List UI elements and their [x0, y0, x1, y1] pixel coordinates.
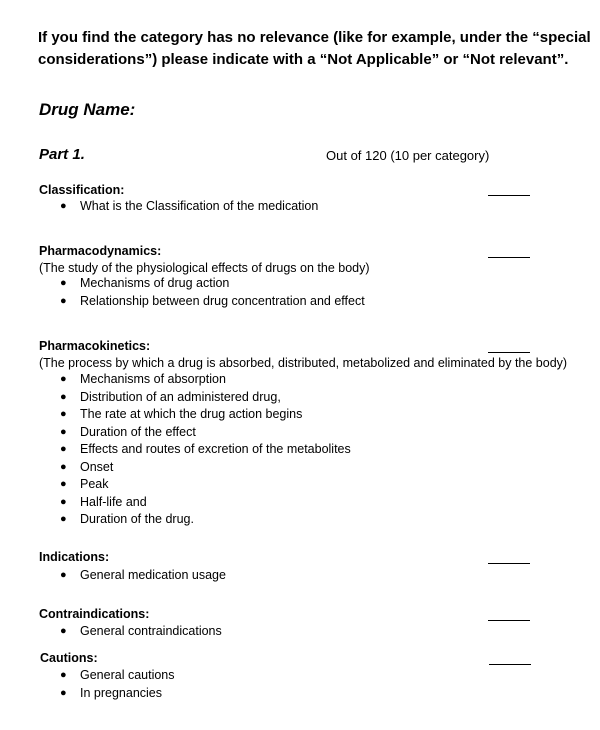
pharmacokinetics-subtitle: (The process by which a drug is absorbed, distributed, metabolized and eliminated by the body): [39, 356, 568, 370]
indications-score-blank[interactable]: [488, 563, 530, 564]
list-item: ● The rate at which the drug action begins: [60, 406, 351, 424]
bullet-icon: ●: [60, 373, 67, 385]
list-item: ● In pregnancies: [60, 685, 175, 703]
bullet-icon: ●: [60, 200, 67, 212]
bullet-icon: ●: [60, 408, 67, 420]
bullet-icon: ●: [60, 425, 67, 438]
intro-instruction: [38, 27, 591, 71]
list-item: ● Duration of the effect: [60, 424, 351, 442]
cautions-list: [60, 667, 175, 702]
intro-line-2: considerations”) please indicate with a “Not Applicable” or “Not relevant”.: [38, 51, 569, 68]
list-item: ● Peak: [60, 476, 351, 494]
classification-list: [60, 198, 318, 216]
contraindications-score-blank[interactable]: [488, 620, 530, 621]
bullet-icon: ●: [60, 460, 67, 473]
list-item: ● General cautions: [60, 667, 175, 685]
bullet-icon: ●: [60, 443, 67, 455]
cautions-score-blank[interactable]: [489, 664, 531, 665]
bullet-icon: ●: [60, 513, 67, 525]
bullet-icon: ●: [60, 569, 67, 581]
score-out-of: Out of 120 (10 per category): [326, 148, 490, 163]
list-item: ● Mechanisms of absorption: [60, 371, 351, 389]
contraindications-list: [60, 623, 222, 641]
list-item: ● Mechanisms of drug action: [60, 275, 365, 293]
list-item: ● Distribution of an administered drug,: [60, 389, 351, 407]
indications-heading: Indications:: [39, 550, 110, 564]
indications-list: [60, 567, 226, 585]
part-label: Part 1.: [39, 146, 85, 163]
list-item: ● Onset: [60, 459, 351, 477]
list-item: ● Relationship between drug concentration and effect: [60, 293, 365, 311]
list-item: ● Duration of the drug.: [60, 511, 351, 529]
list-item: ● What is the Classification of the medication: [60, 198, 318, 216]
drug-name-label: Drug Name:: [39, 100, 136, 119]
pharmacodynamics-score-blank[interactable]: [488, 257, 530, 258]
list-item: ● Effects and routes of excretion of the metabolites: [60, 441, 351, 459]
bullet-icon: ●: [60, 625, 67, 637]
pharmacokinetics-list: [60, 371, 351, 529]
contraindications-heading: Contraindications:: [39, 607, 150, 621]
intro-line-1: If you find the category has no relevance (like for example, under the “special: [38, 29, 591, 46]
list-item: ● General contraindications: [60, 623, 222, 641]
bullet-icon: ●: [60, 686, 67, 699]
bullet-icon: ●: [60, 390, 67, 403]
pharmacodynamics-subtitle: (The study of the physiological effects of drugs on the body): [39, 261, 370, 275]
cautions-heading: Cautions:: [40, 651, 98, 665]
pharmacodynamics-list: [60, 275, 365, 310]
bullet-icon: ●: [60, 277, 67, 289]
pharmacokinetics-heading: Pharmacokinetics:: [39, 339, 151, 353]
list-item: ● General medication usage: [60, 567, 226, 585]
bullet-icon: ●: [60, 669, 67, 681]
pharmacodynamics-heading: Pharmacodynamics:: [39, 244, 162, 258]
bullet-icon: ●: [60, 478, 67, 490]
list-item: ● Half-life and: [60, 494, 351, 512]
classification-score-blank[interactable]: [488, 195, 530, 196]
bullet-icon: ●: [60, 294, 67, 307]
pharmacokinetics-score-blank[interactable]: [488, 352, 530, 353]
classification-heading: Classification:: [39, 183, 125, 197]
bullet-icon: ●: [60, 495, 67, 508]
